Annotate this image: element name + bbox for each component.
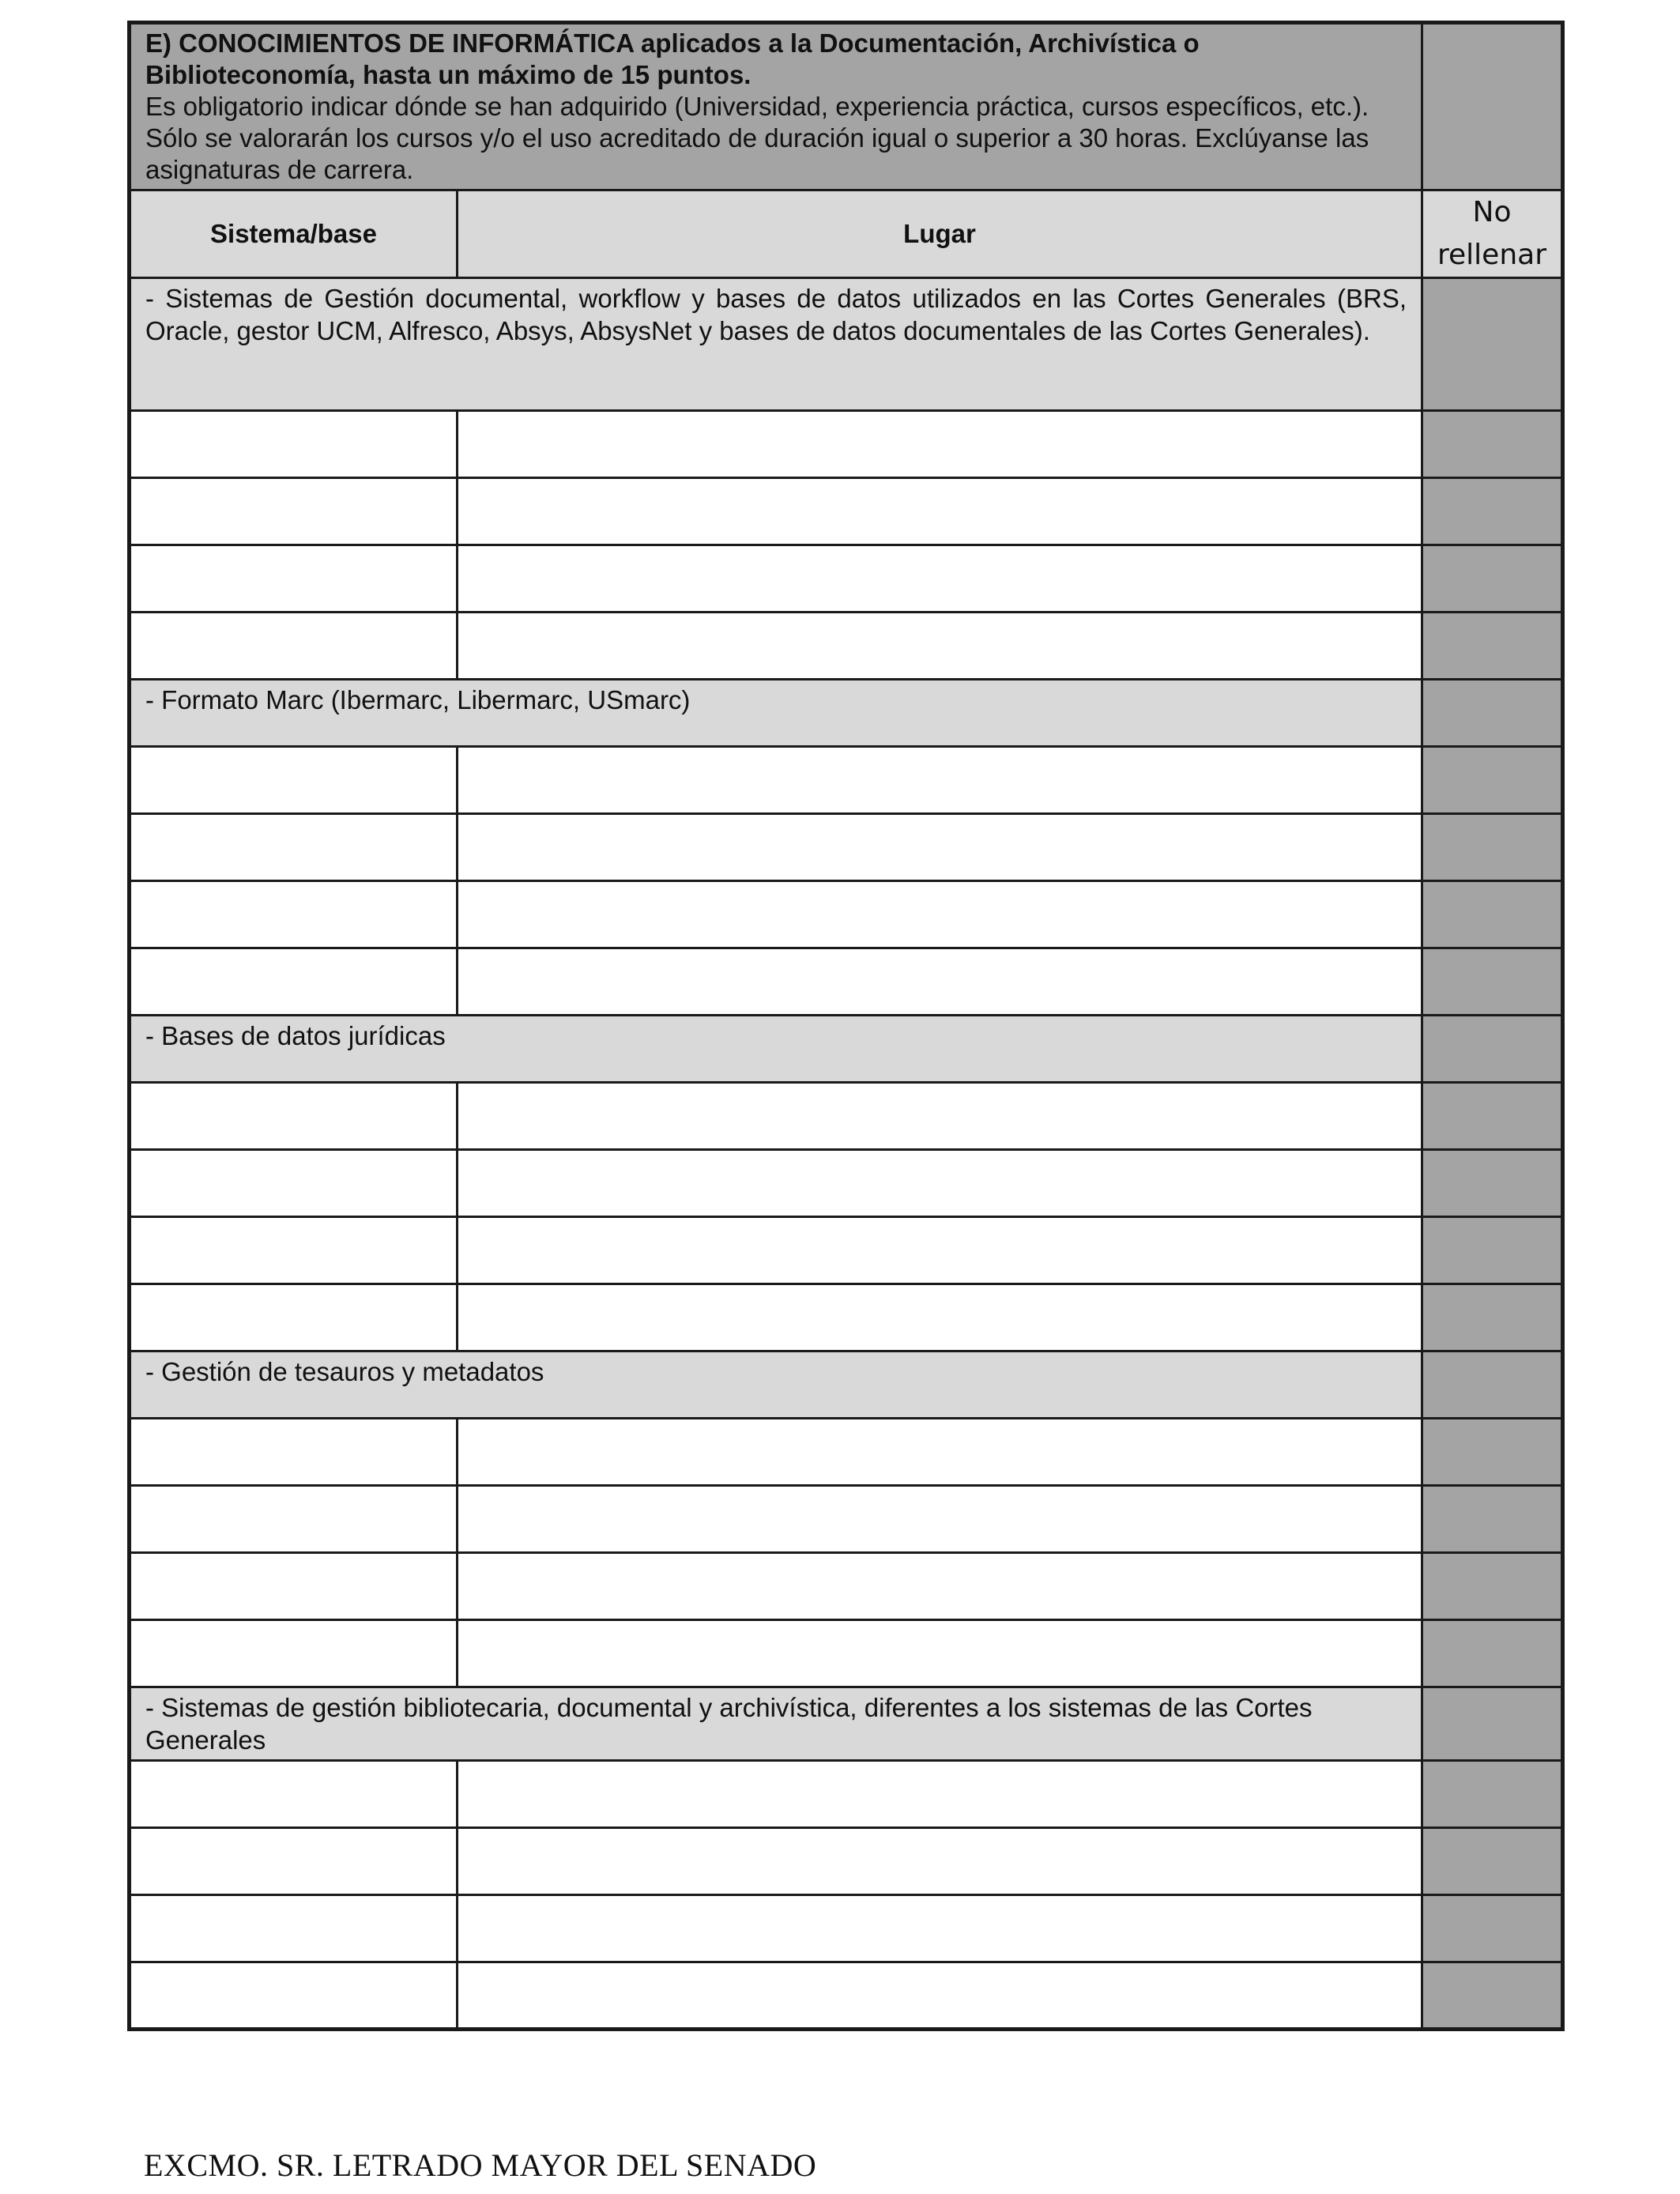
entry-row <box>130 1895 1563 1962</box>
sistema-field[interactable] <box>130 814 458 881</box>
lugar-field[interactable] <box>458 1419 1422 1486</box>
no-rellenar-cell <box>1422 478 1563 545</box>
column-header-lugar: Lugar <box>458 190 1422 278</box>
lugar-field[interactable] <box>458 1962 1422 2030</box>
sistema-field[interactable] <box>130 1217 458 1284</box>
sistema-field[interactable] <box>130 948 458 1016</box>
entry-row <box>130 1083 1563 1150</box>
entry-row <box>130 411 1563 478</box>
lugar-field[interactable] <box>458 1217 1422 1284</box>
sistema-field[interactable] <box>130 1486 458 1553</box>
no-rellenar-cell <box>1422 1016 1563 1083</box>
sistema-field[interactable] <box>130 1150 458 1217</box>
lugar-field[interactable] <box>458 1761 1422 1828</box>
section-row <box>130 1016 1563 1083</box>
entry-row <box>130 1828 1563 1895</box>
no-rellenar-cell <box>1422 1962 1563 2030</box>
entry-row <box>130 1150 1563 1217</box>
sistema-field[interactable] <box>130 1553 458 1620</box>
no-rellenar-cell <box>1422 1687 1563 1761</box>
no-rellenar-cell <box>1422 814 1563 881</box>
entry-row <box>130 1620 1563 1687</box>
no-rellenar-cell <box>1422 278 1563 411</box>
entry-row <box>130 1419 1563 1486</box>
no-rellenar-cell <box>1422 1761 1563 1828</box>
form-instructions: Es obligatorio indicar dónde se han adquirido (Universidad, experiencia práctica, cursos específicos, etc.). Sólo se valorarán los cursos y/o el uso acreditado de duración igual o superior a 30 horas. Exclúyanse las asignaturas de carrera. <box>145 92 1369 184</box>
column-header-row <box>130 190 1563 278</box>
column-header-no-rellenar: No rellenar <box>1422 190 1563 278</box>
lugar-field[interactable] <box>458 1150 1422 1217</box>
entry-row <box>130 545 1563 613</box>
form-title: E) CONOCIMIENTOS DE INFORMÁTICA aplicados a la Documentación, Archivística o Biblioteconomía, hasta un máximo de 15 puntos. <box>145 28 1200 89</box>
form-header <box>130 23 1422 190</box>
sistema-field[interactable] <box>130 1419 458 1486</box>
entry-row <box>130 747 1563 814</box>
sistema-field[interactable] <box>130 1083 458 1150</box>
lugar-field[interactable] <box>458 1553 1422 1620</box>
knowledge-form-table <box>127 21 1565 2031</box>
entry-row <box>130 1962 1563 2030</box>
no-rellenar-cell <box>1422 1284 1563 1351</box>
column-header-sistema: Sistema/base <box>130 190 458 278</box>
no-rellenar-cell <box>1422 1419 1563 1486</box>
section-label: - Sistemas de gestión bibliotecaria, documental y archivística, diferentes a los sistemas de las Cortes Generales <box>130 1687 1422 1761</box>
lugar-field[interactable] <box>458 1620 1422 1687</box>
section-row <box>130 680 1563 747</box>
entry-row <box>130 881 1563 948</box>
lugar-field[interactable] <box>458 545 1422 613</box>
lugar-field[interactable] <box>458 948 1422 1016</box>
sistema-field[interactable] <box>130 1620 458 1687</box>
sistema-field[interactable] <box>130 747 458 814</box>
form-header-row <box>130 23 1563 190</box>
no-rellenar-cell <box>1422 545 1563 613</box>
no-rellenar-cell <box>1422 881 1563 948</box>
no-rellenar-cell <box>1422 411 1563 478</box>
section-row <box>130 278 1563 411</box>
entry-row <box>130 478 1563 545</box>
no-rellenar-cell <box>1422 613 1563 680</box>
lugar-field[interactable] <box>458 1486 1422 1553</box>
no-rellenar-cell <box>1422 1351 1563 1419</box>
section-label: - Gestión de tesauros y metadatos <box>130 1351 1422 1419</box>
sistema-field[interactable] <box>130 545 458 613</box>
no-rellenar-cell <box>1422 1083 1563 1150</box>
lugar-field[interactable] <box>458 1895 1422 1962</box>
entry-row <box>130 1284 1563 1351</box>
sistema-field[interactable] <box>130 1828 458 1895</box>
no-rellenar-cell <box>1422 1828 1563 1895</box>
no-rellenar-cell <box>1422 1553 1563 1620</box>
section-row <box>130 1351 1563 1419</box>
lugar-field[interactable] <box>458 613 1422 680</box>
entry-row <box>130 814 1563 881</box>
entry-row <box>130 948 1563 1016</box>
section-row <box>130 1687 1563 1761</box>
no-rellenar-cell <box>1422 1150 1563 1217</box>
section-label: - Sistemas de Gestión documental, workflow y bases de datos utilizados en las Cortes Generales (BRS, Oracle, gestor UCM, Alfresco, Absys, AbsysNet y bases de datos documentales de las Cortes Generales). <box>130 278 1422 411</box>
lugar-field[interactable] <box>458 814 1422 881</box>
section-label: - Bases de datos jurídicas <box>130 1016 1422 1083</box>
no-rellenar-cell <box>1422 948 1563 1016</box>
entry-row <box>130 1553 1563 1620</box>
no-rellenar-cell <box>1422 1620 1563 1687</box>
addressee-line: EXCMO. SR. LETRADO MAYOR DEL SENADO <box>144 2147 817 2183</box>
sistema-field[interactable] <box>130 411 458 478</box>
lugar-field[interactable] <box>458 1083 1422 1150</box>
lugar-field[interactable] <box>458 747 1422 814</box>
no-rellenar-cell <box>1422 747 1563 814</box>
lugar-field[interactable] <box>458 881 1422 948</box>
sistema-field[interactable] <box>130 1284 458 1351</box>
entry-row <box>130 1486 1563 1553</box>
no-rellenar-cell <box>1422 680 1563 747</box>
sistema-field[interactable] <box>130 1962 458 2030</box>
lugar-field[interactable] <box>458 411 1422 478</box>
sistema-field[interactable] <box>130 1895 458 1962</box>
entry-row <box>130 1761 1563 1828</box>
no-rellenar-cell <box>1422 23 1563 190</box>
no-rellenar-cell <box>1422 1895 1563 1962</box>
no-rellenar-cell <box>1422 1486 1563 1553</box>
entry-row <box>130 613 1563 680</box>
section-label: - Formato Marc (Ibermarc, Libermarc, USmarc) <box>130 680 1422 747</box>
lugar-field[interactable] <box>458 1284 1422 1351</box>
entry-row <box>130 1217 1563 1284</box>
sistema-field[interactable] <box>130 1761 458 1828</box>
sistema-field[interactable] <box>130 613 458 680</box>
lugar-field[interactable] <box>458 1828 1422 1895</box>
lugar-field[interactable] <box>458 478 1422 545</box>
no-rellenar-cell <box>1422 1217 1563 1284</box>
sistema-field[interactable] <box>130 478 458 545</box>
sistema-field[interactable] <box>130 881 458 948</box>
